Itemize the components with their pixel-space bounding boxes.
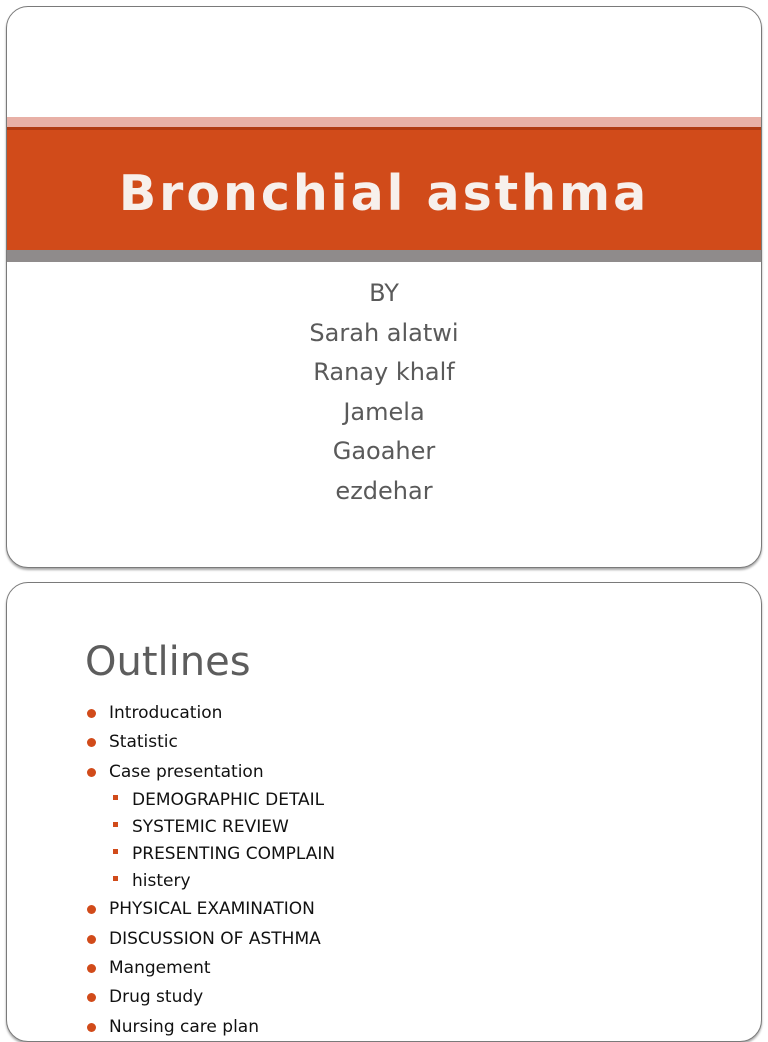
- bullet-square-icon: [113, 795, 118, 800]
- bullet-square-icon: [113, 876, 118, 881]
- title-slide: [6, 6, 762, 568]
- outline-item: [87, 1013, 335, 1042]
- bullet-dot-icon: [87, 709, 96, 718]
- outline-item: [87, 954, 335, 983]
- author-line: ezdehar: [335, 476, 433, 505]
- outline-item-label: Nursing care plan: [109, 1016, 259, 1037]
- outline-item: [87, 699, 335, 728]
- bullet-dot-icon: [87, 964, 96, 973]
- outline-item: [87, 758, 335, 787]
- outline-sub-item-label: histery: [132, 871, 191, 892]
- outline-item-label: PHYSICAL EXAMINATION: [109, 899, 315, 920]
- author-line: Ranay khalf: [313, 358, 455, 386]
- outline-sub-item: [87, 868, 335, 895]
- author-line: Sarah alatwi: [309, 318, 459, 347]
- title-band-top-stripe: [7, 117, 761, 127]
- bullet-dot-icon: [87, 1023, 96, 1032]
- bullet-dot-icon: [87, 935, 96, 944]
- outline-sub-item: [87, 787, 335, 814]
- outline-sub-item-label: SYSTEMIC REVIEW: [132, 817, 289, 838]
- outline-item: [87, 925, 335, 954]
- title-band: [7, 130, 761, 250]
- outline-item: [87, 728, 335, 757]
- outline-item-label: Mangement: [109, 957, 211, 978]
- author-line: BY: [369, 279, 399, 307]
- outline-item-label: Introducation: [109, 703, 223, 723]
- outline-list: [87, 699, 335, 1042]
- outline-item-label: Drug study: [109, 987, 204, 1008]
- outline-sub-item-label: PRESENTING COMPLAIN: [132, 844, 336, 865]
- bullet-square-icon: [113, 849, 118, 854]
- outline-sub-list: [87, 787, 335, 895]
- author-line: Jamela: [343, 397, 425, 426]
- outline-slide: [6, 582, 762, 1042]
- bullet-dot-icon: [87, 993, 96, 1002]
- authors-block: [7, 274, 761, 511]
- outline-item-label: DISCUSSION OF ASTHMA: [109, 928, 321, 949]
- outline-sub-item: [87, 841, 335, 868]
- bullet-square-icon: [113, 822, 118, 827]
- outline-title: Outlines: [85, 639, 251, 685]
- bullet-dot-icon: [87, 738, 96, 747]
- outline-item-label: Case presentation: [109, 761, 264, 782]
- outline-item: [87, 983, 335, 1012]
- title-band-bottom-stripe: [7, 250, 761, 262]
- bullet-dot-icon: [87, 905, 96, 914]
- author-line: Gaoaher: [332, 437, 436, 465]
- outline-sub-item: [87, 814, 335, 841]
- outline-item: [87, 895, 335, 924]
- outline-sub-item-label: DEMOGRAPHIC DETAIL: [132, 790, 325, 811]
- bullet-dot-icon: [87, 768, 96, 777]
- outline-item-label: Statistic: [109, 732, 178, 753]
- slide-title: Bronchial asthma: [118, 164, 650, 222]
